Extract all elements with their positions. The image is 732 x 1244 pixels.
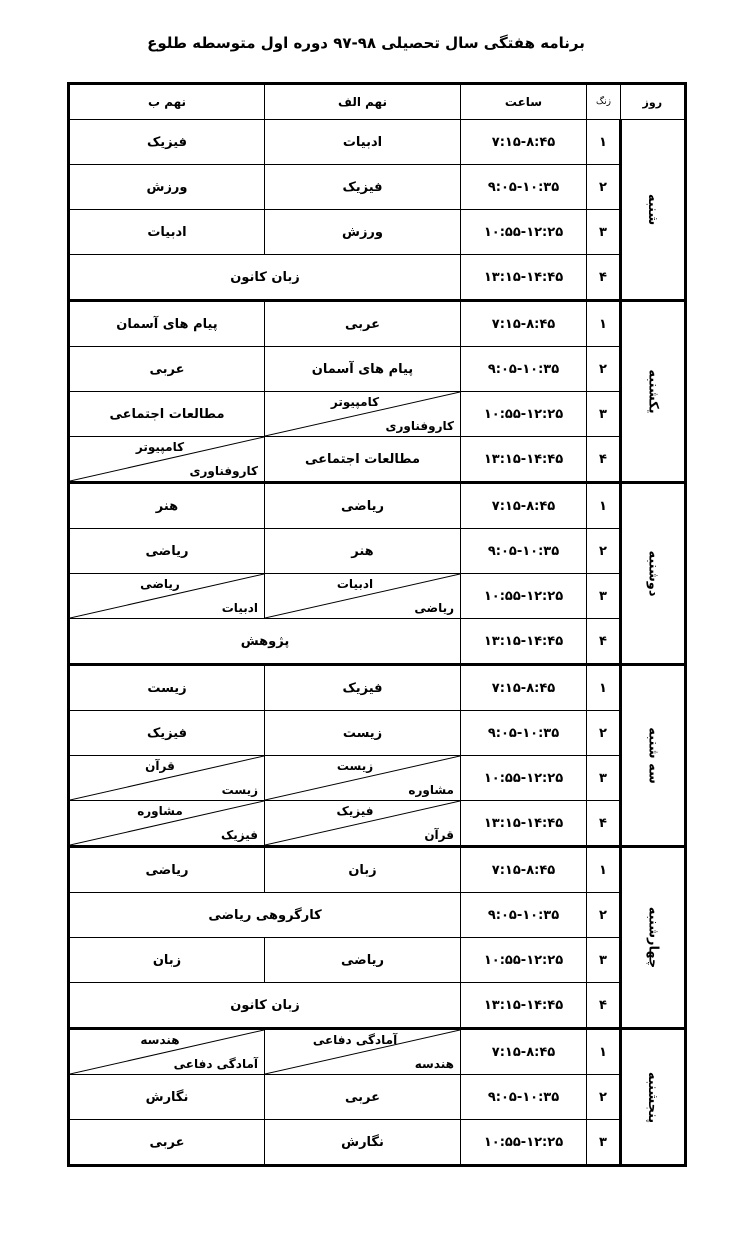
class-b-subject: پیام های آسمان [69,301,265,347]
class-a-subject: مطالعات اجتماعی [265,437,461,483]
schedule-table [67,82,687,1167]
slot-number: ۱ [587,847,621,893]
split-bottom-subject: آمادگی دفاعی [173,1057,258,1071]
day-name-cell [621,847,686,1029]
slot-number: ۴ [587,801,621,847]
class-b-split-cell [69,437,265,483]
class-a-subject: ادبیات [265,120,461,165]
time-cell: ۱۳:۱۵-۱۴:۴۵ [461,619,587,665]
class-b-subject: ریاضی [69,847,265,893]
split-top-subject: کامپیوتر [135,440,185,454]
schedule-row [69,437,686,483]
slot-number: ۲ [587,347,621,392]
split-top-subject: زیست [336,759,374,773]
header-slot: زنگ [587,84,621,120]
slot-number: ۱ [587,120,621,165]
time-cell: ۱۳:۱۵-۱۴:۴۵ [461,801,587,847]
class-b-split-cell [69,574,265,619]
class-b-subject: ادبیات [69,210,265,255]
split-bottom-subject: زیست [221,783,258,797]
split-top-subject: قرآن [145,759,175,773]
class-a-subject: هنر [265,529,461,574]
time-cell: ۹:۰۵-۱۰:۳۵ [461,529,587,574]
day-name-cell [621,483,686,665]
class-a-split-cell [265,392,461,437]
day-name-cell [621,120,686,301]
schedule-body [69,120,686,1166]
slot-number: ۲ [587,529,621,574]
class-b-subject: فیزیک [69,711,265,756]
schedule-row [69,392,686,437]
class-b-subject: فیزیک [69,120,265,165]
time-cell: ۱۰:۵۵-۱۲:۲۵ [461,938,587,983]
split-top-subject: آمادگی دفاعی [312,1033,398,1047]
day-name-cell [621,665,686,847]
class-b-subject: عربی [69,1120,265,1166]
class-b-split-cell [69,1029,265,1075]
split-bottom-subject: کاروفناوری [385,419,454,433]
slot-number: ۳ [587,392,621,437]
time-cell: ۹:۰۵-۱۰:۳۵ [461,893,587,938]
schedule-row [69,893,686,938]
slot-number: ۱ [587,483,621,529]
schedule-row [69,255,686,301]
class-a-subject: زبان [265,847,461,893]
split-top-subject: هندسه [140,1033,180,1047]
slot-number: ۴ [587,983,621,1029]
time-cell: ۷:۱۵-۸:۴۵ [461,1029,587,1075]
time-cell: ۱۳:۱۵-۱۴:۴۵ [461,437,587,483]
class-b-subject: زیست [69,665,265,711]
day-name-cell [621,1029,686,1166]
time-cell: ۱۰:۵۵-۱۲:۲۵ [461,756,587,801]
schedule-row [69,801,686,847]
slot-number: ۲ [587,1075,621,1120]
class-a-subject: زیست [265,711,461,756]
slot-number: ۱ [587,1029,621,1075]
schedule-row [69,210,686,255]
time-cell: ۱۰:۵۵-۱۲:۲۵ [461,392,587,437]
class-b-subject: نگارش [69,1075,265,1120]
header-class-b: نهم ب [69,84,265,120]
day-name: شنبه [645,193,661,226]
split-bottom-subject: ریاضی [414,601,454,615]
time-cell: ۱۳:۱۵-۱۴:۴۵ [461,983,587,1029]
merged-subject-cell: زبان کانون [69,255,461,301]
class-a-subject: پیام های آسمان [265,347,461,392]
class-a-subject: ورزش [265,210,461,255]
slot-number: ۳ [587,938,621,983]
slot-number: ۳ [587,1120,621,1166]
class-b-subject: زبان [69,938,265,983]
time-cell: ۱۳:۱۵-۱۴:۴۵ [461,255,587,301]
slot-number: ۱ [587,301,621,347]
schedule-row [69,756,686,801]
time-cell: ۹:۰۵-۱۰:۳۵ [461,711,587,756]
header-time: ساعت [461,84,587,120]
time-cell: ۷:۱۵-۸:۴۵ [461,120,587,165]
split-bottom-subject: مشاوره [408,783,454,797]
page-title: برنامه هفتگی سال تحصیلی ۹۸-۹۷ دوره اول متوسطه طلوع [147,34,585,52]
merged-subject-cell: پژوهش [69,619,461,665]
day-name: دوشنبه [645,550,661,597]
class-a-subject: فیزیک [265,165,461,210]
day-name: چهارشنبه [645,906,661,969]
schedule-row [69,1029,686,1075]
day-name: سه شنبه [645,727,661,784]
class-a-subject: فیزیک [265,665,461,711]
header-day: روز [621,84,686,120]
class-b-split-cell [69,756,265,801]
class-a-subject: نگارش [265,1120,461,1166]
split-bottom-subject: ادبیات [221,601,258,615]
day-name: پنجشنبه [645,1071,661,1123]
time-cell: ۷:۱۵-۸:۴۵ [461,847,587,893]
slot-number: ۳ [587,574,621,619]
schedule-row [69,120,686,165]
schedule-row [69,938,686,983]
split-bottom-subject: فیزیک [220,828,258,842]
day-name-cell [621,301,686,483]
class-a-split-cell [265,801,461,847]
schedule-row [69,574,686,619]
class-a-subject: ریاضی [265,483,461,529]
class-a-split-cell [265,756,461,801]
slot-number: ۲ [587,893,621,938]
split-bottom-subject: قرآن [424,828,454,842]
slot-number: ۴ [587,255,621,301]
merged-subject-cell: کارگروهی ریاضی [69,893,461,938]
class-b-subject: ریاضی [69,529,265,574]
schedule-row [69,983,686,1029]
schedule-row [69,483,686,529]
schedule-row [69,1075,686,1120]
header-class-a: نهم الف [265,84,461,120]
class-b-subject: ورزش [69,165,265,210]
schedule-row [69,665,686,711]
merged-subject-cell: زبان کانون [69,983,461,1029]
day-name: یکشنبه [645,369,661,414]
class-a-subject: عربی [265,301,461,347]
split-top-subject: ادبیات [336,577,374,591]
time-cell: ۱۰:۵۵-۱۲:۲۵ [461,574,587,619]
class-b-subject: عربی [69,347,265,392]
schedule-row [69,711,686,756]
class-a-split-cell [265,574,461,619]
split-top-subject: مشاوره [137,804,183,818]
schedule-row [69,165,686,210]
schedule-row [69,347,686,392]
time-cell: ۹:۰۵-۱۰:۳۵ [461,347,587,392]
slot-number: ۲ [587,711,621,756]
class-a-subject: ریاضی [265,938,461,983]
split-top-subject: کامپیوتر [330,395,380,409]
class-a-subject: عربی [265,1075,461,1120]
slot-number: ۳ [587,756,621,801]
slot-number: ۲ [587,165,621,210]
split-bottom-subject: هندسه [414,1057,454,1071]
header-row [69,84,686,120]
time-cell: ۹:۰۵-۱۰:۳۵ [461,1075,587,1120]
slot-number: ۱ [587,665,621,711]
schedule-row [69,847,686,893]
class-b-subject: مطالعات اجتماعی [69,392,265,437]
split-top-subject: ریاضی [140,577,180,591]
class-b-subject: هنر [69,483,265,529]
time-cell: ۷:۱۵-۸:۴۵ [461,665,587,711]
time-cell: ۹:۰۵-۱۰:۳۵ [461,165,587,210]
slot-number: ۳ [587,210,621,255]
time-cell: ۱۰:۵۵-۱۲:۲۵ [461,1120,587,1166]
schedule-row [69,529,686,574]
time-cell: ۱۰:۵۵-۱۲:۲۵ [461,210,587,255]
class-b-split-cell [69,801,265,847]
class-a-split-cell [265,1029,461,1075]
schedule-row [69,1120,686,1166]
time-cell: ۷:۱۵-۸:۴۵ [461,301,587,347]
time-cell: ۷:۱۵-۸:۴۵ [461,483,587,529]
schedule-row [69,301,686,347]
split-top-subject: فیزیک [336,804,374,818]
slot-number: ۴ [587,619,621,665]
split-bottom-subject: کاروفناوری [189,464,258,478]
schedule-row [69,619,686,665]
slot-number: ۴ [587,437,621,483]
